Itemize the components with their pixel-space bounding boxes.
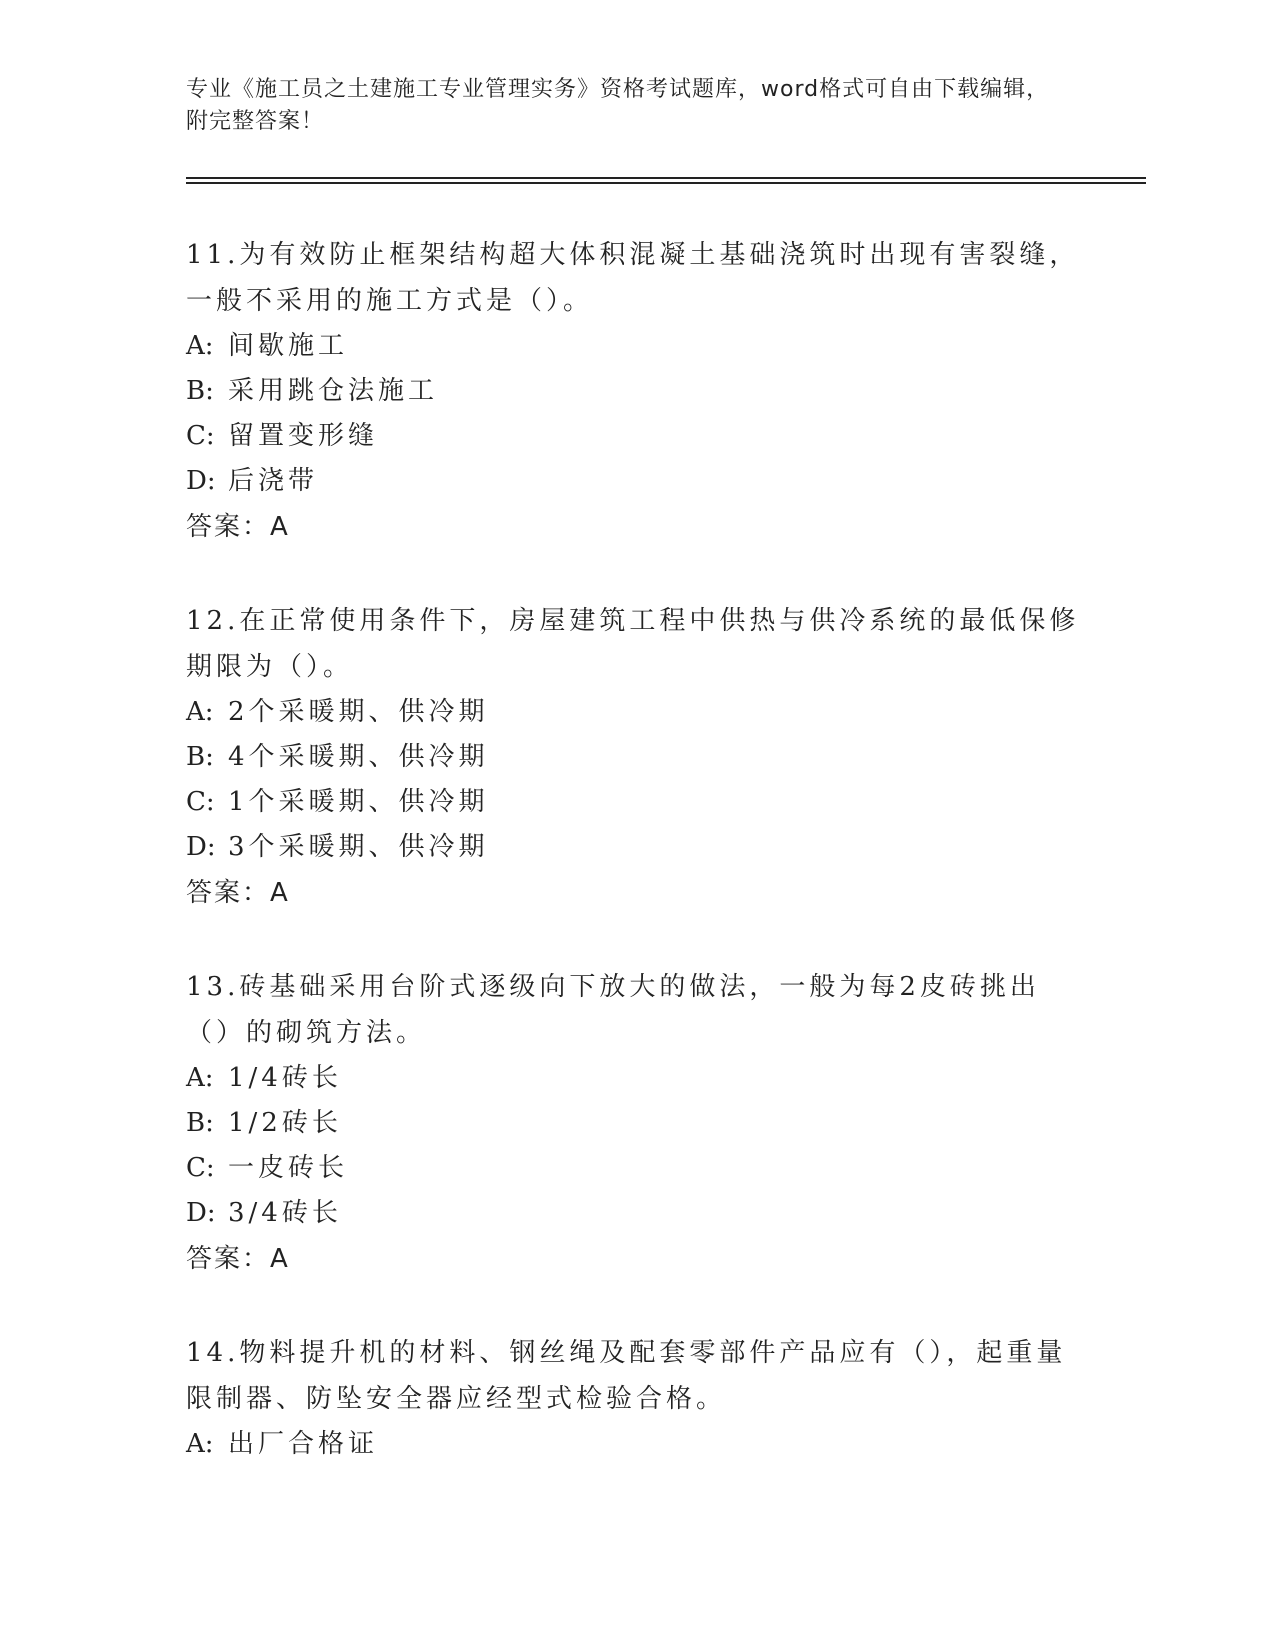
option-text: 留置变形缝: [228, 421, 379, 451]
header-rule-top: [186, 177, 1146, 179]
option-letter: C:: [186, 787, 215, 817]
option-b: [186, 735, 1086, 780]
question-list: [186, 232, 1086, 1515]
option-text: 采用跳仓法施工: [228, 376, 439, 406]
option-c: [186, 414, 1086, 459]
question-stem: 11.为有效防止框架结构超大体积混凝土基础浇筑时出现有害裂缝，一般不采用的施工方式是（）。: [186, 240, 1080, 316]
question-stem: 13.砖基础采用台阶式逐级向下放大的做法，一般为每2皮砖挑出（）的砌筑方法。: [186, 972, 1040, 1048]
header-rule-bottom: [186, 182, 1146, 184]
option-c: [186, 1146, 1086, 1191]
option-a: [186, 1056, 1086, 1101]
option-letter: D:: [186, 1198, 216, 1228]
option-b: [186, 369, 1086, 414]
question-11: [186, 232, 1086, 550]
answer-line: 答案：A: [186, 878, 290, 908]
option-letter: D:: [186, 466, 216, 496]
option-c: [186, 780, 1086, 825]
option-a: [186, 690, 1086, 735]
option-text: 1/2砖长: [228, 1108, 342, 1138]
option-letter: C:: [186, 421, 215, 451]
answer-line: 答案：A: [186, 1244, 290, 1274]
document-header: 专业《施工员之土建施工专业管理实务》资格考试题库，word格式可自由下载编辑，附完整答案！: [186, 77, 1050, 134]
option-text: 2个采暖期、供冷期: [228, 697, 489, 727]
option-text: 1/4砖长: [228, 1063, 342, 1093]
option-text: 3/4砖长: [228, 1198, 342, 1228]
question-13: [186, 964, 1086, 1282]
option-text: 一皮砖长: [228, 1153, 349, 1183]
option-text: 1个采暖期、供冷期: [228, 787, 489, 817]
question-stem: 14.物料提升机的材料、钢丝绳及配套零部件产品应有（），起重量限制器、防坠安全器应经型式检验合格。: [186, 1338, 1067, 1414]
option-letter: B:: [186, 742, 214, 772]
option-d: [186, 825, 1086, 870]
option-text: 出厂合格证: [228, 1429, 379, 1459]
option-a: [186, 1422, 1086, 1467]
option-letter: B:: [186, 376, 214, 406]
option-d: [186, 459, 1086, 504]
option-text: 间歇施工: [228, 331, 349, 361]
option-text: 3个采暖期、供冷期: [228, 832, 489, 862]
option-letter: A:: [186, 1063, 214, 1093]
option-b: [186, 1101, 1086, 1146]
option-letter: D:: [186, 832, 216, 862]
option-letter: A:: [186, 1429, 214, 1459]
answer-line: 答案：A: [186, 512, 290, 542]
option-a: [186, 324, 1086, 369]
option-letter: C:: [186, 1153, 215, 1183]
option-letter: A:: [186, 697, 214, 727]
question-12: [186, 598, 1086, 916]
option-letter: B:: [186, 1108, 214, 1138]
option-letter: A:: [186, 331, 214, 361]
option-text: 后浇带: [228, 466, 319, 496]
option-text: 4个采暖期、供冷期: [228, 742, 489, 772]
option-d: [186, 1191, 1086, 1236]
question-14: [186, 1330, 1086, 1467]
question-stem: 12.在正常使用条件下，房屋建筑工程中供热与供冷系统的最低保修期限为（）。: [186, 606, 1080, 682]
